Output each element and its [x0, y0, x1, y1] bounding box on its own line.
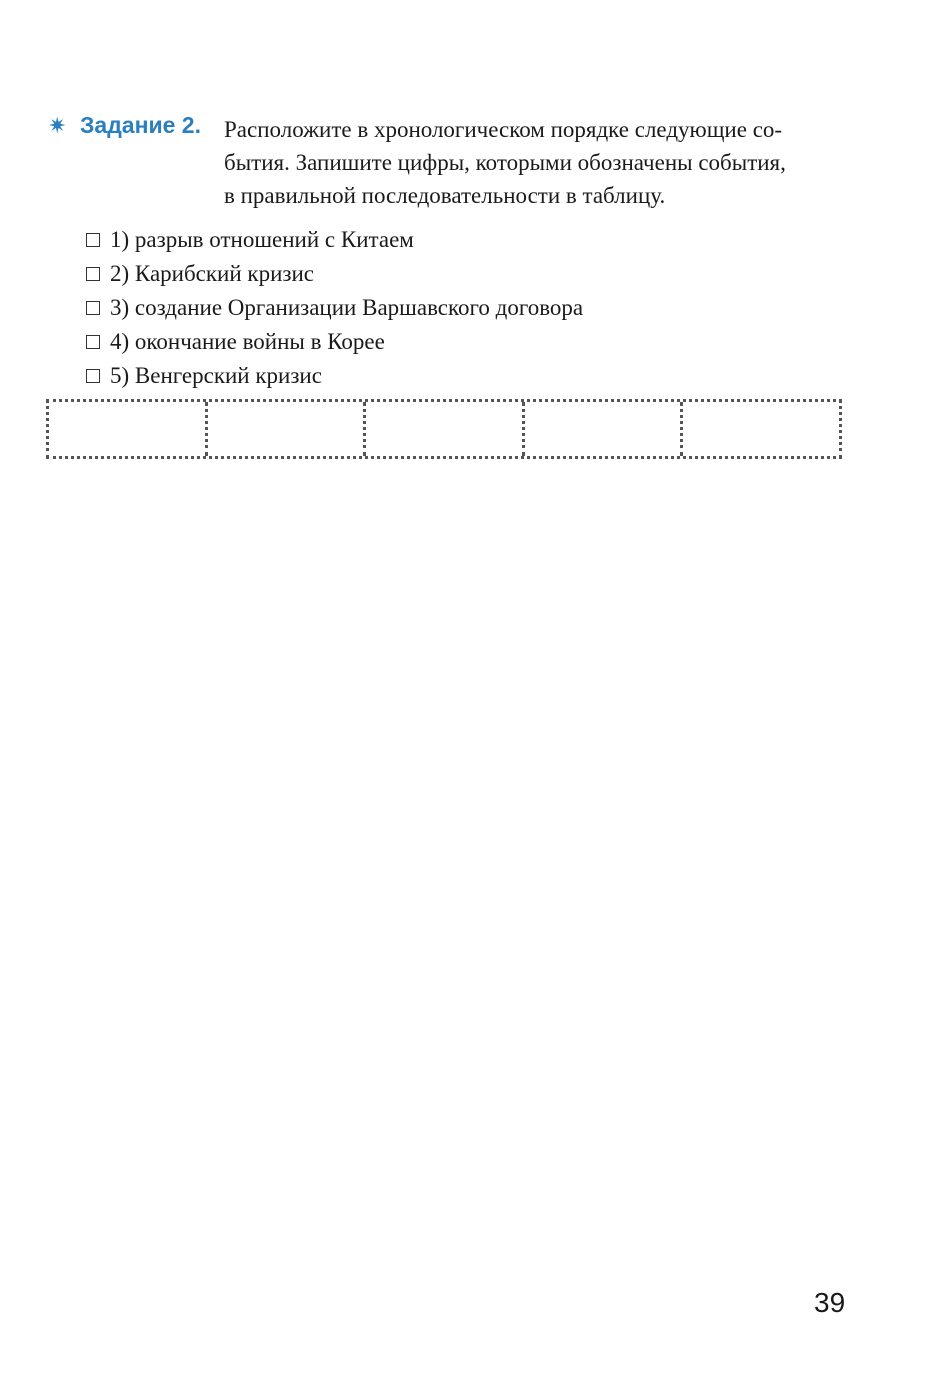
event-label: 2) Карибский кризис	[110, 261, 315, 286]
task-header	[48, 112, 201, 139]
event-label: 3) создание Организации Варшавского договора	[110, 295, 584, 320]
checkbox-icon[interactable]	[86, 335, 100, 349]
page-number: 39	[814, 1287, 846, 1318]
event-list	[86, 223, 583, 393]
instruction-line-3: в правильной последовательности в таблицу.	[224, 183, 666, 208]
checkbox-icon[interactable]	[86, 301, 100, 315]
event-item-2	[86, 257, 583, 291]
checkbox-icon[interactable]	[86, 267, 100, 281]
task-instruction	[224, 113, 854, 212]
task-label: Задание 2.	[80, 112, 201, 138]
event-item-5	[86, 359, 583, 393]
event-label: 4) окончание войны в Корее	[110, 329, 385, 354]
answer-table	[46, 399, 842, 459]
instruction-line-1: Расположите в хронологическом порядке следующие со-	[224, 117, 783, 142]
event-item-1	[86, 223, 583, 257]
answer-cell-4[interactable]	[525, 402, 684, 456]
answer-cell-2[interactable]	[208, 402, 367, 456]
instruction-line-2: бытия. Запишите цифры, которыми обозначены события,	[224, 150, 786, 175]
checkbox-icon[interactable]	[86, 369, 100, 383]
answer-cell-3[interactable]	[366, 402, 525, 456]
event-label: 1) разрыв отношений с Китаем	[110, 227, 414, 252]
star-icon: ✷	[48, 114, 67, 139]
event-label: 5) Венгерский кризис	[110, 363, 322, 388]
answer-cell-1[interactable]	[49, 402, 208, 456]
event-item-3	[86, 291, 583, 325]
answer-cell-5[interactable]	[683, 402, 839, 456]
checkbox-icon[interactable]	[86, 233, 100, 247]
event-item-4	[86, 325, 583, 359]
